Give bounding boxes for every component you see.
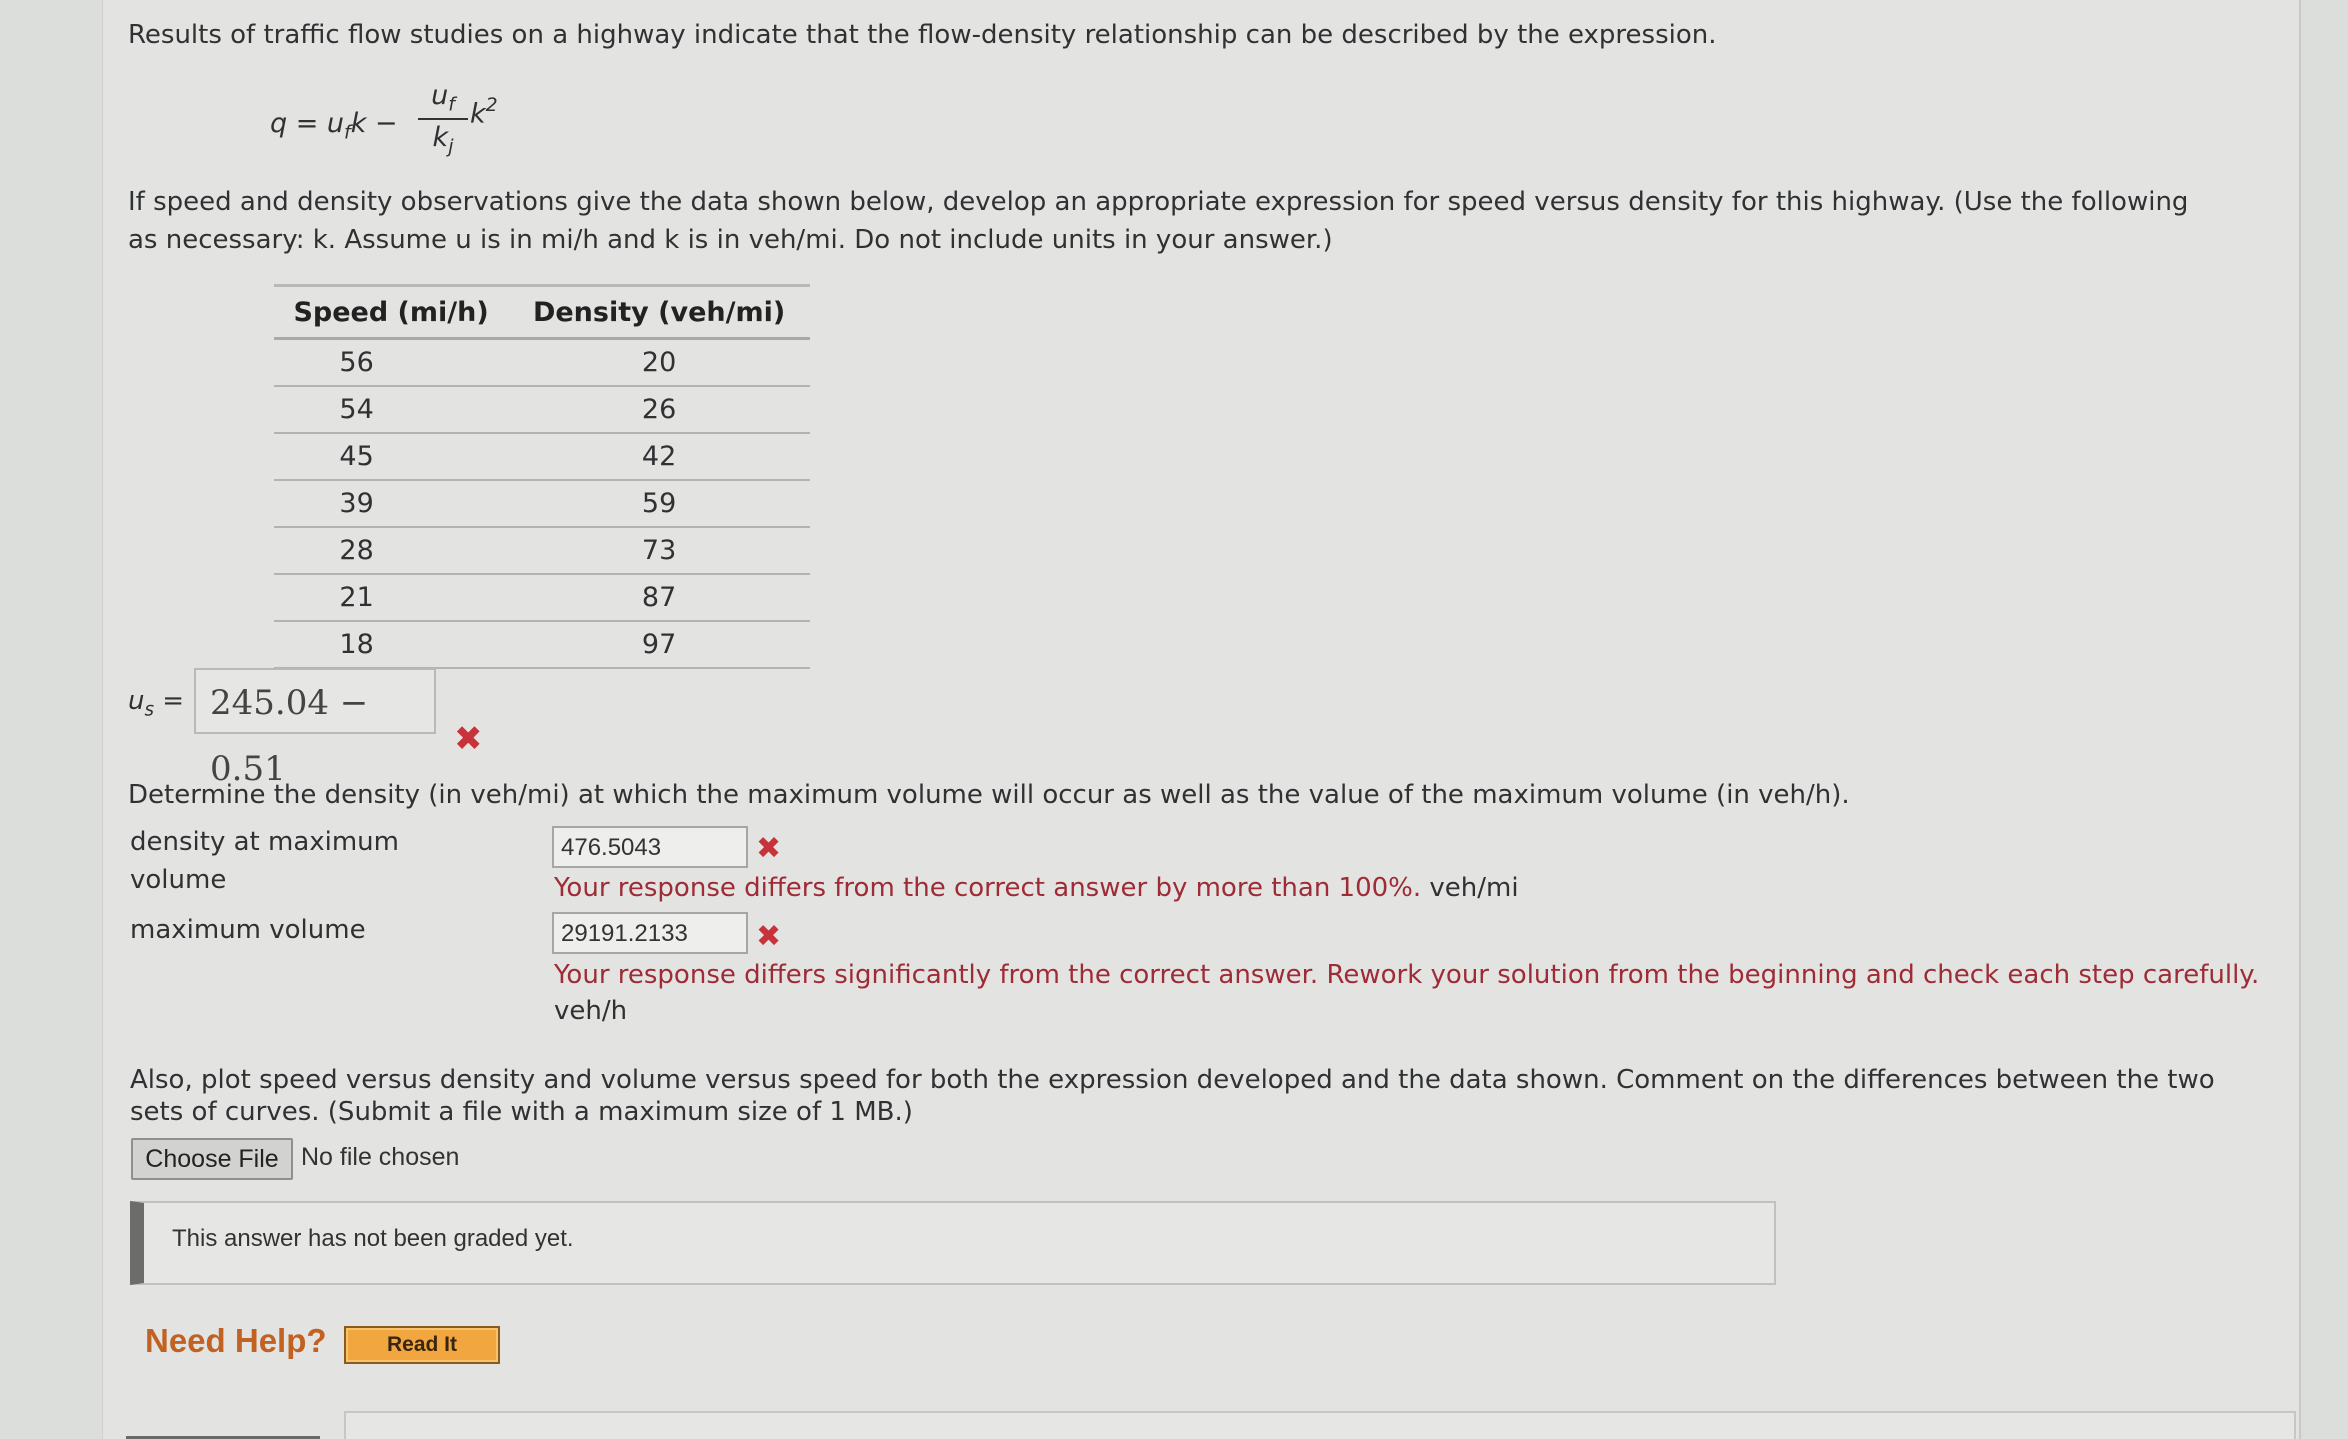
file-status: No file chosen — [301, 1143, 460, 1171]
density-feedback: Your response differs from the correct answer by more than 100%. veh/mi — [554, 873, 1519, 903]
header-speed: Speed (mi/h) — [274, 286, 508, 339]
max-volume-input[interactable]: 29191.2133 — [552, 912, 748, 954]
read-it-button[interactable]: Read It — [344, 1326, 500, 1364]
table-row: 56 20 — [274, 339, 810, 387]
grading-status-text: This answer has not been graded yet. — [172, 1225, 574, 1252]
max-volume-feedback: Your response differs significantly from the correct answer. Rework your solution from the beginning and check each step carefully. — [554, 960, 2260, 990]
incorrect-icon: ✖ — [756, 919, 782, 954]
us-label: $u_s$ = — [128, 686, 185, 721]
table-row: 39 59 — [274, 480, 810, 527]
table-row: 18 97 — [274, 621, 810, 668]
question-plot: Also, plot speed versus density and volume versus speed for both the expression developed and the data shown. Comment on the differences between the two sets of curves. (Submit a file with a maximum size of 1 MB.) — [130, 1065, 2215, 1127]
header-density: Density (veh/mi) — [508, 286, 810, 339]
table-row: 21 87 — [274, 574, 810, 621]
question-max-volume: Determine the density (in veh/mi) at which the maximum volume will occur as well as the value of the maximum volume (in veh/h). — [128, 780, 1850, 810]
max-volume-label: maximum volume — [130, 915, 366, 945]
table-row: 28 73 — [274, 527, 810, 574]
density-label: density at maximum volume — [130, 827, 399, 895]
table-row: 45 42 — [274, 433, 810, 480]
question-speed-density: If speed and density observations give the data shown below, develop an appropriate expression for speed versus density for this highway. (Use the following as necessary: k. Assume u is in mi/h and k is in veh/mi. Do not include units in your answer.) — [128, 187, 2189, 255]
speed-expression-input[interactable]: 245.04 − 0.51 — [194, 668, 436, 734]
max-volume-unit: veh/h — [554, 996, 628, 1026]
need-help-label: Need Help? — [145, 1322, 327, 1359]
incorrect-icon: ✖ — [756, 831, 782, 866]
speed-density-table — [274, 284, 810, 669]
next-section-box — [344, 1411, 2296, 1439]
density-input[interactable]: 476.5043 — [552, 826, 748, 868]
grading-status-box — [130, 1201, 1776, 1285]
intro-text: Results of traffic flow studies on a highway indicate that the flow-density relationship can be described by the expression. — [128, 20, 1717, 50]
incorrect-icon: ✖ — [454, 719, 483, 759]
table-row: 54 26 — [274, 386, 810, 433]
choose-file-button[interactable]: Choose File — [131, 1138, 293, 1180]
